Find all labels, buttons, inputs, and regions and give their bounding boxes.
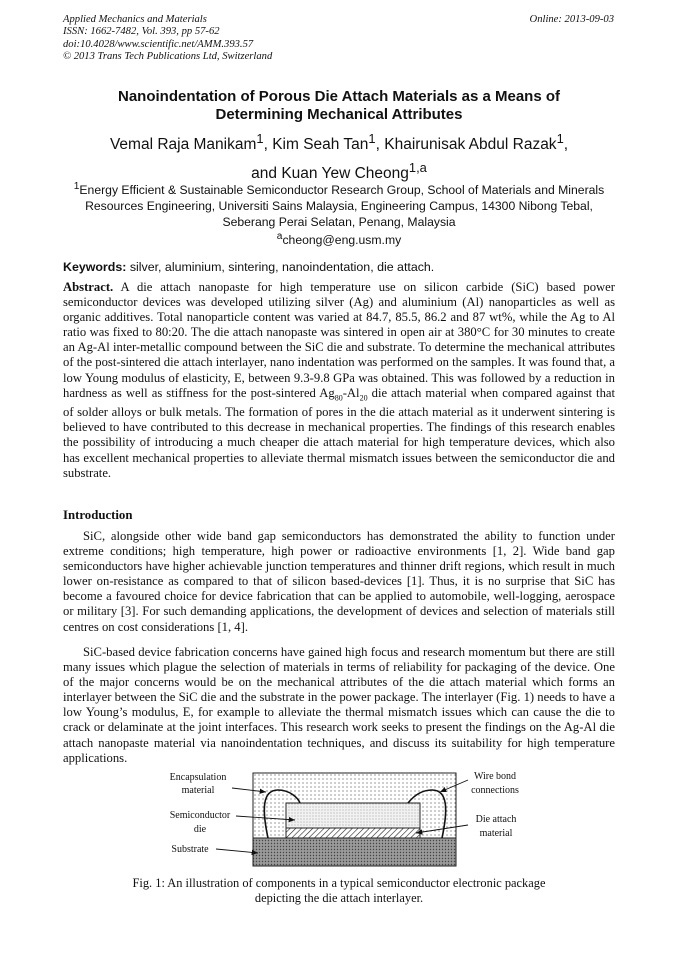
leader-substrate (216, 849, 258, 853)
label-wire-bond-2: connections (471, 785, 519, 796)
caption-line-2: depicting the die attach interlayer. (254, 891, 424, 906)
abstract (63, 280, 615, 481)
authors-line-1: Vemal Raja Manikam$^1$, Kim Seah Tan$^1$, Khairunisak Abdul Razak$^1$, (109, 131, 569, 154)
die-attach-layer (286, 828, 420, 838)
intro-paragraph-1: SiC, alongside other wide band gap semiconductors has demonstrated the ability to function under extreme conditions; high temperature, high power or radioactive environments [1, 2]. Wide band gap semiconductors have higher achievable junction temperatures and thinner drift regions, which result in much lower on-resistance as compared to that of silicon based-devices [1]. Thus, it is no surprise that SiC has become a favoured choice for device fabrication that can be applied to automobile, well-logging, aerospace or military [3]. For such demanding applications, the development of devices and selection of materials still centres on cost considerations [1, 4]. (63, 529, 615, 634)
affiliation-text-1: Energy Efficient & Sustainable Semiconductor Research Group, School of Materials and Minerals (79, 183, 605, 198)
affiliation (63, 179, 615, 230)
journal-name: Applied Mechanics and Materials (63, 14, 207, 25)
author-3: Khairunisak Abdul Razak (384, 136, 557, 154)
label-encapsulation-2: material (181, 785, 215, 796)
author-2-sup: 1 (368, 131, 376, 146)
journal-header (63, 14, 272, 64)
author-4: Kuan Yew Cheong (281, 165, 409, 183)
author-2: Kim Seah Tan (272, 136, 369, 154)
author-conjunction: and (251, 165, 278, 183)
label-substrate: Substrate (171, 844, 209, 855)
abstract-text-2: die attach material when compared against that of solder alloys or bulk metals. The formation of pores in the die attach material as it underwent sintering is believed to have contributed to this decrease in mechanical properties. The findings of this research enables the possibility of introducing a much cheaper die attach material for high temperature devices, which also has excellent mechanical properties to alleviate thermal mismatch issues between the semiconductor die and substrate. (63, 385, 616, 480)
label-semiconductor: Semiconductor (169, 810, 231, 821)
affiliation-line-1 (63, 179, 615, 198)
author-1: Vemal Raja Manikam (109, 136, 257, 154)
author-1-sup: 1 (256, 131, 264, 146)
keywords-text: silver, aluminium, sintering, nanoindentation, die attach. (129, 260, 435, 274)
caption-line-1: Fig. 1: An illustration of components in a typical semiconductor electronic package (132, 876, 546, 890)
affiliation-line-2: Resources Engineering, Universiti Sains Malaysia, Engineering Campus, 14300 Nibong Tebal, (85, 199, 593, 214)
issn: ISSN: 1662-7482, Vol. 393, pp 57-62 (63, 26, 220, 38)
section-heading-introduction: Introduction (63, 508, 133, 522)
email-sup: a (276, 231, 283, 242)
label-wire-bond: Wire bond (473, 771, 517, 782)
copyright: © 2013 Trans Tech Publications Ltd, Switzerland (63, 51, 273, 63)
intro-paragraph-2: SiC-based device fabrication concerns have gained high focus and research momentum but there are still many issues which plague the selection of materials in terms of reliability for packaging of the device. One of the major concerns would be on the mechanical attributes of the die attach material which forms an interlayer between the SiC die and the substrate in the power package. The interlayer (Fig. 1) needs to have a low Young’s modulus, E, for example to alleviate the thermal mismatch issues which can cause the die to crack or delaminate at the joint interfaces. This research work seeks to present the findings on the Ag-Al die attach nanopaste material via nanoindentation techniques, and discuss its suitability for high temperature applications. (63, 645, 615, 765)
label-die-attach: Die attach (475, 814, 517, 825)
title-line-2: Determining Mechanical Attributes (215, 106, 463, 123)
semiconductor-die-block (286, 803, 420, 828)
keywords (63, 260, 615, 274)
title-line-1: Nanoindentation of Porous Die Attach Materials as a Means of (117, 88, 561, 105)
abstract-text-1: A die attach nanopaste for high temperature use on silicon carbide (SiC) based power semiconductor devices was developed utilizing silver (Ag) and aluminium (Al) nanoparticles as well as organic additives. Total nanoparticle content was varied at 84.7, 85.5, 86.2 and 87 wt%, while the Ag to Al ratio was fixed to 80:20. The die attach nanopaste was sintered in open air at 380°C for 30 minutes to create an Ag-Al inter-metallic compound between the SiC die and substrate. To determine the mechanical attributes of the post-sintered die attach interlayer, nano indentation was performed on the samples. It was found that, a low Young modulus of elasticity, E, between 9.3-9.8 GPa was obtained. This was followed by a reduction in hardness as well as stiffness for the post-sintered Ag (63, 280, 615, 400)
figure-1-caption (63, 876, 615, 906)
substrate-block (253, 838, 456, 866)
label-encapsulation: Encapsulation (169, 772, 227, 783)
label-semiconductor-2: die (193, 824, 207, 835)
author-3-sup: 1 (556, 131, 564, 146)
affiliation-line-3: Seberang Perai Selatan, Penang, Malaysia (222, 215, 456, 230)
label-die-attach-2: material (479, 828, 513, 839)
affiliation-sup: 1 (73, 181, 80, 192)
abstract-sub-1: 80 (334, 393, 343, 403)
keywords-label: Keywords: (63, 260, 127, 274)
figure-1-package-diagram (150, 770, 550, 870)
doi: doi:10.4028/www.scientific.net/AMM.393.57 (63, 38, 254, 50)
corresponding-email (63, 231, 615, 247)
paper-title (63, 88, 615, 124)
online-date: Online: 2013-09-03 (529, 14, 614, 25)
author-list (63, 127, 615, 185)
abstract-mid: -Al (342, 385, 360, 400)
author-4-sup: 1,a (408, 160, 427, 176)
abstract-label: Abstract. (63, 280, 114, 294)
email-address[interactable]: cheong@eng.usm.my (282, 233, 402, 248)
abstract-sub-2: 20 (359, 393, 368, 403)
